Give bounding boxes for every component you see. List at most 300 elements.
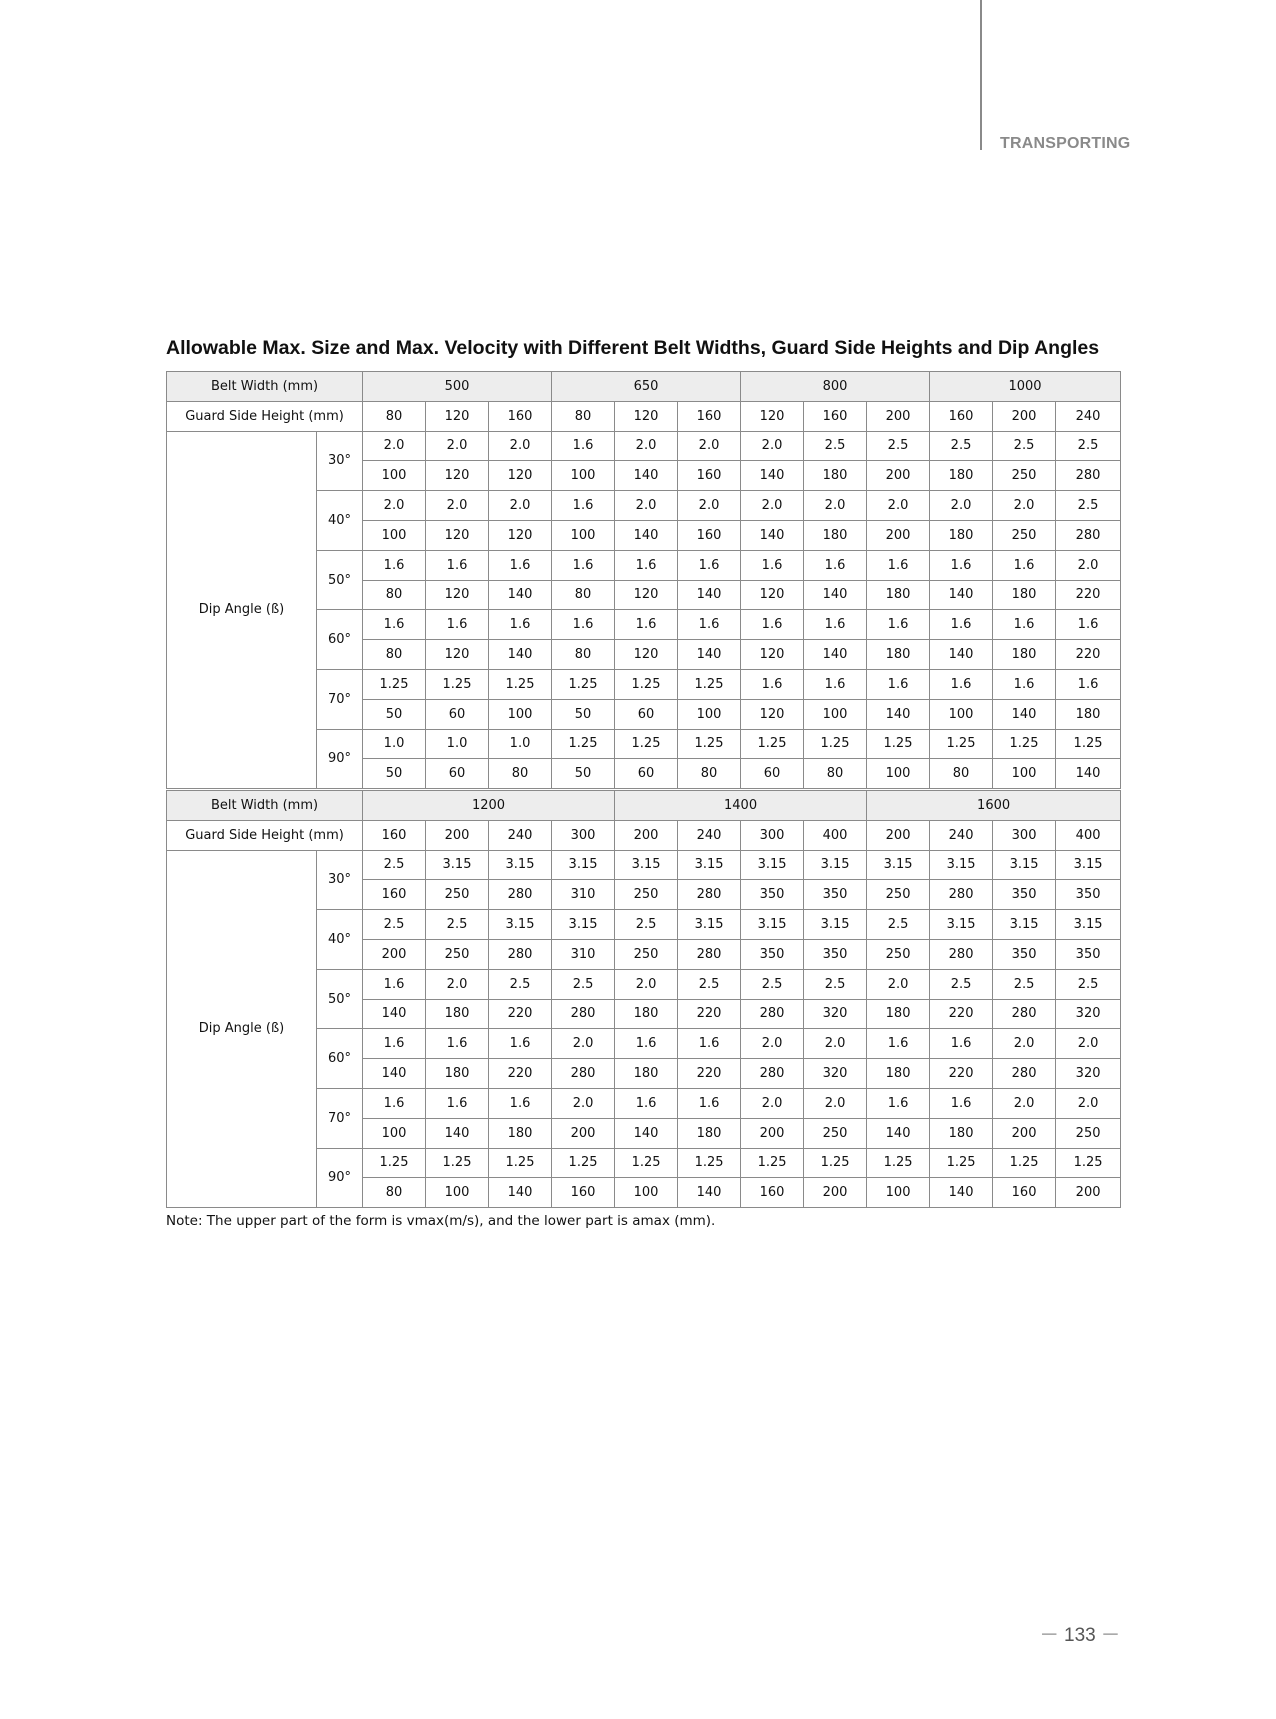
belt-width-value: 650 [552, 372, 741, 402]
vmax-cell: 2.5 [552, 969, 615, 999]
guard-height-value: 200 [867, 820, 930, 850]
amax-cell: 220 [930, 1059, 993, 1089]
amax-cell: 250 [1056, 1118, 1121, 1148]
vmax-cell: 1.6 [489, 610, 552, 640]
amax-cell: 140 [741, 520, 804, 550]
angle-label: 50° [317, 969, 363, 1029]
amax-cell: 320 [1056, 1059, 1121, 1089]
vmax-cell: 1.6 [741, 550, 804, 580]
amax-cell: 350 [1056, 880, 1121, 910]
amax-cell: 180 [426, 999, 489, 1029]
vmax-cell: 2.0 [615, 431, 678, 461]
vmax-cell: 1.25 [804, 1148, 867, 1178]
amax-cell: 180 [930, 520, 993, 550]
guard-height-value: 160 [489, 401, 552, 431]
vmax-cell: 1.25 [993, 729, 1056, 759]
amax-cell: 140 [867, 699, 930, 729]
amax-cell: 180 [615, 1059, 678, 1089]
vmax-cell: 3.15 [804, 850, 867, 880]
amax-cell: 310 [552, 939, 615, 969]
vmax-cell: 2.5 [993, 969, 1056, 999]
vmax-cell: 1.25 [426, 1148, 489, 1178]
vmax-cell: 1.25 [867, 1148, 930, 1178]
vmax-cell: 2.5 [993, 431, 1056, 461]
belt-width-row [167, 791, 1121, 821]
vmax-cell: 1.25 [552, 1148, 615, 1178]
vmax-cell: 1.6 [426, 610, 489, 640]
amax-cell: 140 [615, 461, 678, 491]
vmax-cell: 1.6 [426, 1029, 489, 1059]
guard-height-row [167, 401, 1121, 431]
vmax-cell: 1.6 [489, 550, 552, 580]
vmax-cell: 2.5 [804, 431, 867, 461]
amax-cell: 280 [993, 999, 1056, 1029]
amax-cell: 180 [930, 461, 993, 491]
vmax-cell: 1.6 [615, 610, 678, 640]
vmax-cell: 1.0 [363, 729, 426, 759]
amax-cell: 350 [804, 880, 867, 910]
page-number: － 133 － [1039, 1625, 1120, 1646]
vmax-cell: 2.5 [930, 969, 993, 999]
amax-cell: 100 [363, 461, 426, 491]
amax-cell: 140 [867, 1118, 930, 1148]
amax-cell: 80 [489, 759, 552, 789]
amax-cell: 350 [741, 939, 804, 969]
vmax-cell: 3.15 [993, 850, 1056, 880]
guard-height-value: 160 [804, 401, 867, 431]
vmax-cell: 1.6 [678, 1029, 741, 1059]
amax-cell: 280 [1056, 461, 1121, 491]
vmax-cell: 2.5 [363, 910, 426, 940]
guard-height-value: 120 [426, 401, 489, 431]
vmax-cell: 1.6 [1056, 610, 1121, 640]
amax-cell: 310 [552, 880, 615, 910]
guard-height-value: 300 [993, 820, 1056, 850]
amax-cell: 140 [615, 520, 678, 550]
amax-cell: 80 [363, 640, 426, 670]
vmax-cell: 1.6 [867, 610, 930, 640]
amax-cell: 180 [489, 1118, 552, 1148]
amax-cell: 50 [552, 759, 615, 789]
amax-cell: 140 [930, 1178, 993, 1208]
vmax-cell: 1.25 [615, 669, 678, 699]
angle-label: 70° [317, 669, 363, 729]
amax-cell: 100 [426, 1178, 489, 1208]
vmax-cell: 1.25 [678, 669, 741, 699]
vmax-cell: 2.0 [804, 491, 867, 521]
guard-height-label: Guard Side Height (mm) [167, 820, 363, 850]
amax-cell: 140 [678, 580, 741, 610]
vmax-cell: 2.5 [867, 431, 930, 461]
belt-width-label: Belt Width (mm) [167, 791, 363, 821]
vmax-cell: 1.25 [1056, 729, 1121, 759]
vmax-cell: 1.6 [489, 1088, 552, 1118]
amax-cell: 350 [993, 880, 1056, 910]
amax-cell: 280 [930, 939, 993, 969]
vmax-cell: 2.5 [804, 969, 867, 999]
amax-cell: 280 [930, 880, 993, 910]
amax-cell: 160 [741, 1178, 804, 1208]
vmax-cell: 2.0 [615, 969, 678, 999]
amax-cell: 140 [615, 1118, 678, 1148]
angle-label: 90° [317, 1148, 363, 1208]
amax-cell: 160 [552, 1178, 615, 1208]
amax-cell: 280 [552, 999, 615, 1029]
amax-cell: 200 [552, 1118, 615, 1148]
amax-cell: 100 [363, 1118, 426, 1148]
vmax-cell: 1.6 [552, 550, 615, 580]
amax-cell: 50 [552, 699, 615, 729]
amax-cell: 220 [1056, 580, 1121, 610]
amax-cell: 280 [993, 1059, 1056, 1089]
vmax-cell: 3.15 [930, 910, 993, 940]
guard-height-value: 300 [741, 820, 804, 850]
belt-table-upper [166, 371, 1121, 789]
vmax-cell: 1.6 [993, 669, 1056, 699]
amax-cell: 100 [552, 520, 615, 550]
guard-height-label: Guard Side Height (mm) [167, 401, 363, 431]
amax-cell: 280 [741, 1059, 804, 1089]
angle-label: 30° [317, 431, 363, 491]
guard-height-value: 200 [615, 820, 678, 850]
amax-cell: 180 [804, 461, 867, 491]
table-note: Note: The upper part of the form is vmax(m/s), and the lower part is amax (mm). [166, 1213, 716, 1229]
amax-cell: 180 [993, 640, 1056, 670]
amax-cell: 160 [363, 880, 426, 910]
header-divider [980, 0, 982, 150]
vmax-cell: 1.6 [930, 1029, 993, 1059]
amax-cell: 140 [678, 640, 741, 670]
amax-cell: 180 [426, 1059, 489, 1089]
vmax-cell: 1.25 [426, 669, 489, 699]
amax-cell: 280 [741, 999, 804, 1029]
vmax-cell: 2.0 [552, 1029, 615, 1059]
amax-cell: 280 [678, 880, 741, 910]
amax-cell: 140 [489, 580, 552, 610]
vmax-cell: 2.5 [678, 969, 741, 999]
belt-width-value: 1000 [930, 372, 1121, 402]
angle-label: 90° [317, 729, 363, 789]
amax-cell: 120 [426, 580, 489, 610]
amax-cell: 120 [426, 640, 489, 670]
amax-cell: 120 [489, 461, 552, 491]
vmax-cell: 1.6 [615, 550, 678, 580]
amax-cell: 100 [552, 461, 615, 491]
amax-cell: 220 [1056, 640, 1121, 670]
belt-width-row [167, 372, 1121, 402]
vmax-cell: 1.25 [678, 1148, 741, 1178]
amax-cell: 140 [363, 999, 426, 1029]
guard-height-value: 200 [426, 820, 489, 850]
amax-cell: 350 [1056, 939, 1121, 969]
vmax-cell: 1.25 [1056, 1148, 1121, 1178]
amax-cell: 60 [615, 699, 678, 729]
guard-height-value: 240 [930, 820, 993, 850]
vmax-cell: 2.0 [489, 491, 552, 521]
angle-label: 30° [317, 850, 363, 910]
vmax-cell: 2.0 [741, 1029, 804, 1059]
vmax-cell: 1.6 [678, 610, 741, 640]
amax-cell: 320 [804, 999, 867, 1029]
guard-height-value: 160 [930, 401, 993, 431]
guard-height-value: 240 [678, 820, 741, 850]
vmax-cell: 3.15 [678, 850, 741, 880]
amax-cell: 80 [363, 580, 426, 610]
amax-cell: 80 [804, 759, 867, 789]
vmax-cell: 3.15 [930, 850, 993, 880]
amax-cell: 140 [930, 640, 993, 670]
vmax-cell: 2.0 [930, 491, 993, 521]
vmax-cell: 1.6 [930, 1088, 993, 1118]
amax-cell: 50 [363, 699, 426, 729]
vmax-row [167, 850, 1121, 880]
amax-cell: 120 [426, 461, 489, 491]
amax-cell: 60 [426, 759, 489, 789]
vmax-cell: 1.6 [615, 1088, 678, 1118]
amax-cell: 200 [804, 1178, 867, 1208]
vmax-cell: 3.15 [489, 910, 552, 940]
vmax-cell: 1.6 [363, 550, 426, 580]
vmax-cell: 1.0 [426, 729, 489, 759]
vmax-cell: 3.15 [426, 850, 489, 880]
vmax-cell: 3.15 [741, 910, 804, 940]
vmax-cell: 1.25 [741, 1148, 804, 1178]
amax-cell: 220 [930, 999, 993, 1029]
amax-cell: 60 [615, 759, 678, 789]
amax-cell: 140 [930, 580, 993, 610]
amax-cell: 180 [867, 1059, 930, 1089]
amax-cell: 160 [993, 1178, 1056, 1208]
belt-width-value: 1400 [615, 791, 867, 821]
vmax-cell: 1.25 [363, 1148, 426, 1178]
amax-cell: 100 [993, 759, 1056, 789]
vmax-cell: 2.0 [363, 431, 426, 461]
vmax-cell: 1.6 [678, 1088, 741, 1118]
vmax-cell: 3.15 [993, 910, 1056, 940]
vmax-cell: 1.25 [489, 669, 552, 699]
vmax-cell: 1.6 [363, 1088, 426, 1118]
vmax-cell: 2.0 [993, 1029, 1056, 1059]
vmax-cell: 3.15 [867, 850, 930, 880]
vmax-cell: 2.0 [804, 1088, 867, 1118]
amax-cell: 180 [867, 580, 930, 610]
amax-cell: 250 [993, 461, 1056, 491]
vmax-cell: 2.0 [552, 1088, 615, 1118]
vmax-cell: 1.25 [552, 669, 615, 699]
amax-cell: 200 [741, 1118, 804, 1148]
vmax-cell: 3.15 [678, 910, 741, 940]
amax-cell: 180 [867, 640, 930, 670]
guard-height-value: 80 [552, 401, 615, 431]
amax-cell: 220 [489, 1059, 552, 1089]
vmax-cell: 2.0 [363, 491, 426, 521]
vmax-cell: 2.0 [489, 431, 552, 461]
amax-cell: 220 [489, 999, 552, 1029]
vmax-cell: 1.0 [489, 729, 552, 759]
amax-cell: 140 [804, 580, 867, 610]
amax-cell: 140 [489, 1178, 552, 1208]
vmax-cell: 2.0 [426, 431, 489, 461]
guard-height-value: 200 [867, 401, 930, 431]
amax-cell: 60 [741, 759, 804, 789]
vmax-cell: 1.25 [930, 729, 993, 759]
dip-angle-label: Dip Angle (ß) [167, 850, 317, 1208]
vmax-cell: 1.25 [552, 729, 615, 759]
amax-cell: 280 [489, 939, 552, 969]
vmax-cell: 1.6 [741, 669, 804, 699]
angle-label: 40° [317, 910, 363, 970]
amax-cell: 180 [678, 1118, 741, 1148]
amax-cell: 200 [867, 520, 930, 550]
vmax-cell: 2.0 [1056, 1088, 1121, 1118]
amax-cell: 180 [993, 580, 1056, 610]
dip-angle-label: Dip Angle (ß) [167, 431, 317, 789]
vmax-cell: 1.6 [741, 610, 804, 640]
vmax-cell: 1.6 [867, 1088, 930, 1118]
vmax-cell: 1.6 [867, 1029, 930, 1059]
amax-cell: 160 [678, 520, 741, 550]
amax-cell: 250 [804, 1118, 867, 1148]
vmax-cell: 2.5 [930, 431, 993, 461]
vmax-cell: 2.0 [867, 491, 930, 521]
guard-height-value: 120 [615, 401, 678, 431]
vmax-cell: 1.6 [552, 491, 615, 521]
amax-cell: 100 [363, 520, 426, 550]
vmax-row [167, 431, 1121, 461]
amax-cell: 80 [930, 759, 993, 789]
amax-cell: 320 [1056, 999, 1121, 1029]
vmax-cell: 1.6 [363, 1029, 426, 1059]
amax-cell: 180 [804, 520, 867, 550]
amax-cell: 80 [678, 759, 741, 789]
vmax-cell: 1.25 [930, 1148, 993, 1178]
vmax-cell: 2.0 [867, 969, 930, 999]
vmax-cell: 1.6 [678, 550, 741, 580]
guard-height-value: 200 [993, 401, 1056, 431]
vmax-cell: 2.0 [993, 491, 1056, 521]
vmax-cell: 2.0 [741, 1088, 804, 1118]
belt-width-value: 1600 [867, 791, 1121, 821]
guard-height-value: 240 [489, 820, 552, 850]
belt-width-value: 800 [741, 372, 930, 402]
amax-cell: 350 [741, 880, 804, 910]
vmax-cell: 2.0 [615, 491, 678, 521]
amax-cell: 220 [678, 999, 741, 1029]
angle-label: 60° [317, 610, 363, 670]
guard-height-row [167, 820, 1121, 850]
belt-width-value: 1200 [363, 791, 615, 821]
vmax-cell: 1.6 [930, 550, 993, 580]
vmax-cell: 2.0 [804, 1029, 867, 1059]
amax-cell: 280 [552, 1059, 615, 1089]
amax-cell: 200 [363, 939, 426, 969]
vmax-cell: 1.6 [804, 550, 867, 580]
vmax-cell: 1.25 [489, 1148, 552, 1178]
vmax-cell: 1.6 [930, 610, 993, 640]
vmax-cell: 2.5 [615, 910, 678, 940]
amax-cell: 250 [615, 939, 678, 969]
vmax-cell: 3.15 [741, 850, 804, 880]
angle-label: 50° [317, 550, 363, 610]
vmax-cell: 1.6 [993, 610, 1056, 640]
amax-cell: 250 [426, 939, 489, 969]
amax-cell: 120 [426, 520, 489, 550]
amax-cell: 280 [678, 939, 741, 969]
amax-cell: 50 [363, 759, 426, 789]
amax-cell: 220 [678, 1059, 741, 1089]
vmax-cell: 3.15 [489, 850, 552, 880]
amax-cell: 180 [867, 999, 930, 1029]
amax-cell: 350 [804, 939, 867, 969]
vmax-cell: 1.25 [615, 729, 678, 759]
guard-height-value: 300 [552, 820, 615, 850]
vmax-cell: 2.0 [741, 491, 804, 521]
amax-cell: 280 [489, 880, 552, 910]
amax-cell: 80 [552, 640, 615, 670]
angle-label: 40° [317, 491, 363, 551]
vmax-cell: 1.6 [804, 610, 867, 640]
amax-cell: 140 [363, 1059, 426, 1089]
vmax-cell: 2.0 [426, 491, 489, 521]
vmax-cell: 1.6 [867, 550, 930, 580]
amax-cell: 140 [426, 1118, 489, 1148]
vmax-cell: 3.15 [552, 850, 615, 880]
vmax-cell: 2.5 [489, 969, 552, 999]
vmax-cell: 2.5 [1056, 491, 1121, 521]
vmax-cell: 2.0 [741, 431, 804, 461]
amax-cell: 100 [930, 699, 993, 729]
vmax-cell: 1.25 [867, 729, 930, 759]
vmax-cell: 2.5 [741, 969, 804, 999]
section-label: TRANSPORTING [1000, 135, 1131, 152]
vmax-cell: 1.6 [1056, 669, 1121, 699]
amax-cell: 180 [1056, 699, 1121, 729]
amax-cell: 250 [867, 880, 930, 910]
amax-cell: 80 [552, 580, 615, 610]
amax-cell: 250 [993, 520, 1056, 550]
vmax-cell: 1.25 [993, 1148, 1056, 1178]
vmax-cell: 3.15 [1056, 910, 1121, 940]
amax-cell: 280 [1056, 520, 1121, 550]
vmax-cell: 2.0 [426, 969, 489, 999]
guard-height-value: 400 [804, 820, 867, 850]
amax-cell: 100 [489, 699, 552, 729]
amax-cell: 140 [993, 699, 1056, 729]
vmax-cell: 1.6 [615, 1029, 678, 1059]
angle-label: 70° [317, 1088, 363, 1148]
vmax-cell: 1.6 [363, 969, 426, 999]
amax-cell: 140 [678, 1178, 741, 1208]
vmax-cell: 1.25 [741, 729, 804, 759]
vmax-cell: 3.15 [615, 850, 678, 880]
vmax-cell: 2.5 [867, 910, 930, 940]
vmax-cell: 3.15 [552, 910, 615, 940]
amax-cell: 250 [426, 880, 489, 910]
guard-height-value: 120 [741, 401, 804, 431]
amax-cell: 100 [867, 1178, 930, 1208]
amax-cell: 120 [741, 640, 804, 670]
vmax-cell: 1.6 [363, 610, 426, 640]
amax-cell: 250 [867, 939, 930, 969]
vmax-cell: 1.6 [804, 669, 867, 699]
vmax-cell: 2.5 [1056, 969, 1121, 999]
amax-cell: 200 [1056, 1178, 1121, 1208]
amax-cell: 250 [615, 880, 678, 910]
vmax-cell: 2.0 [993, 1088, 1056, 1118]
amax-cell: 120 [615, 640, 678, 670]
vmax-cell: 2.5 [363, 850, 426, 880]
guard-height-value: 80 [363, 401, 426, 431]
